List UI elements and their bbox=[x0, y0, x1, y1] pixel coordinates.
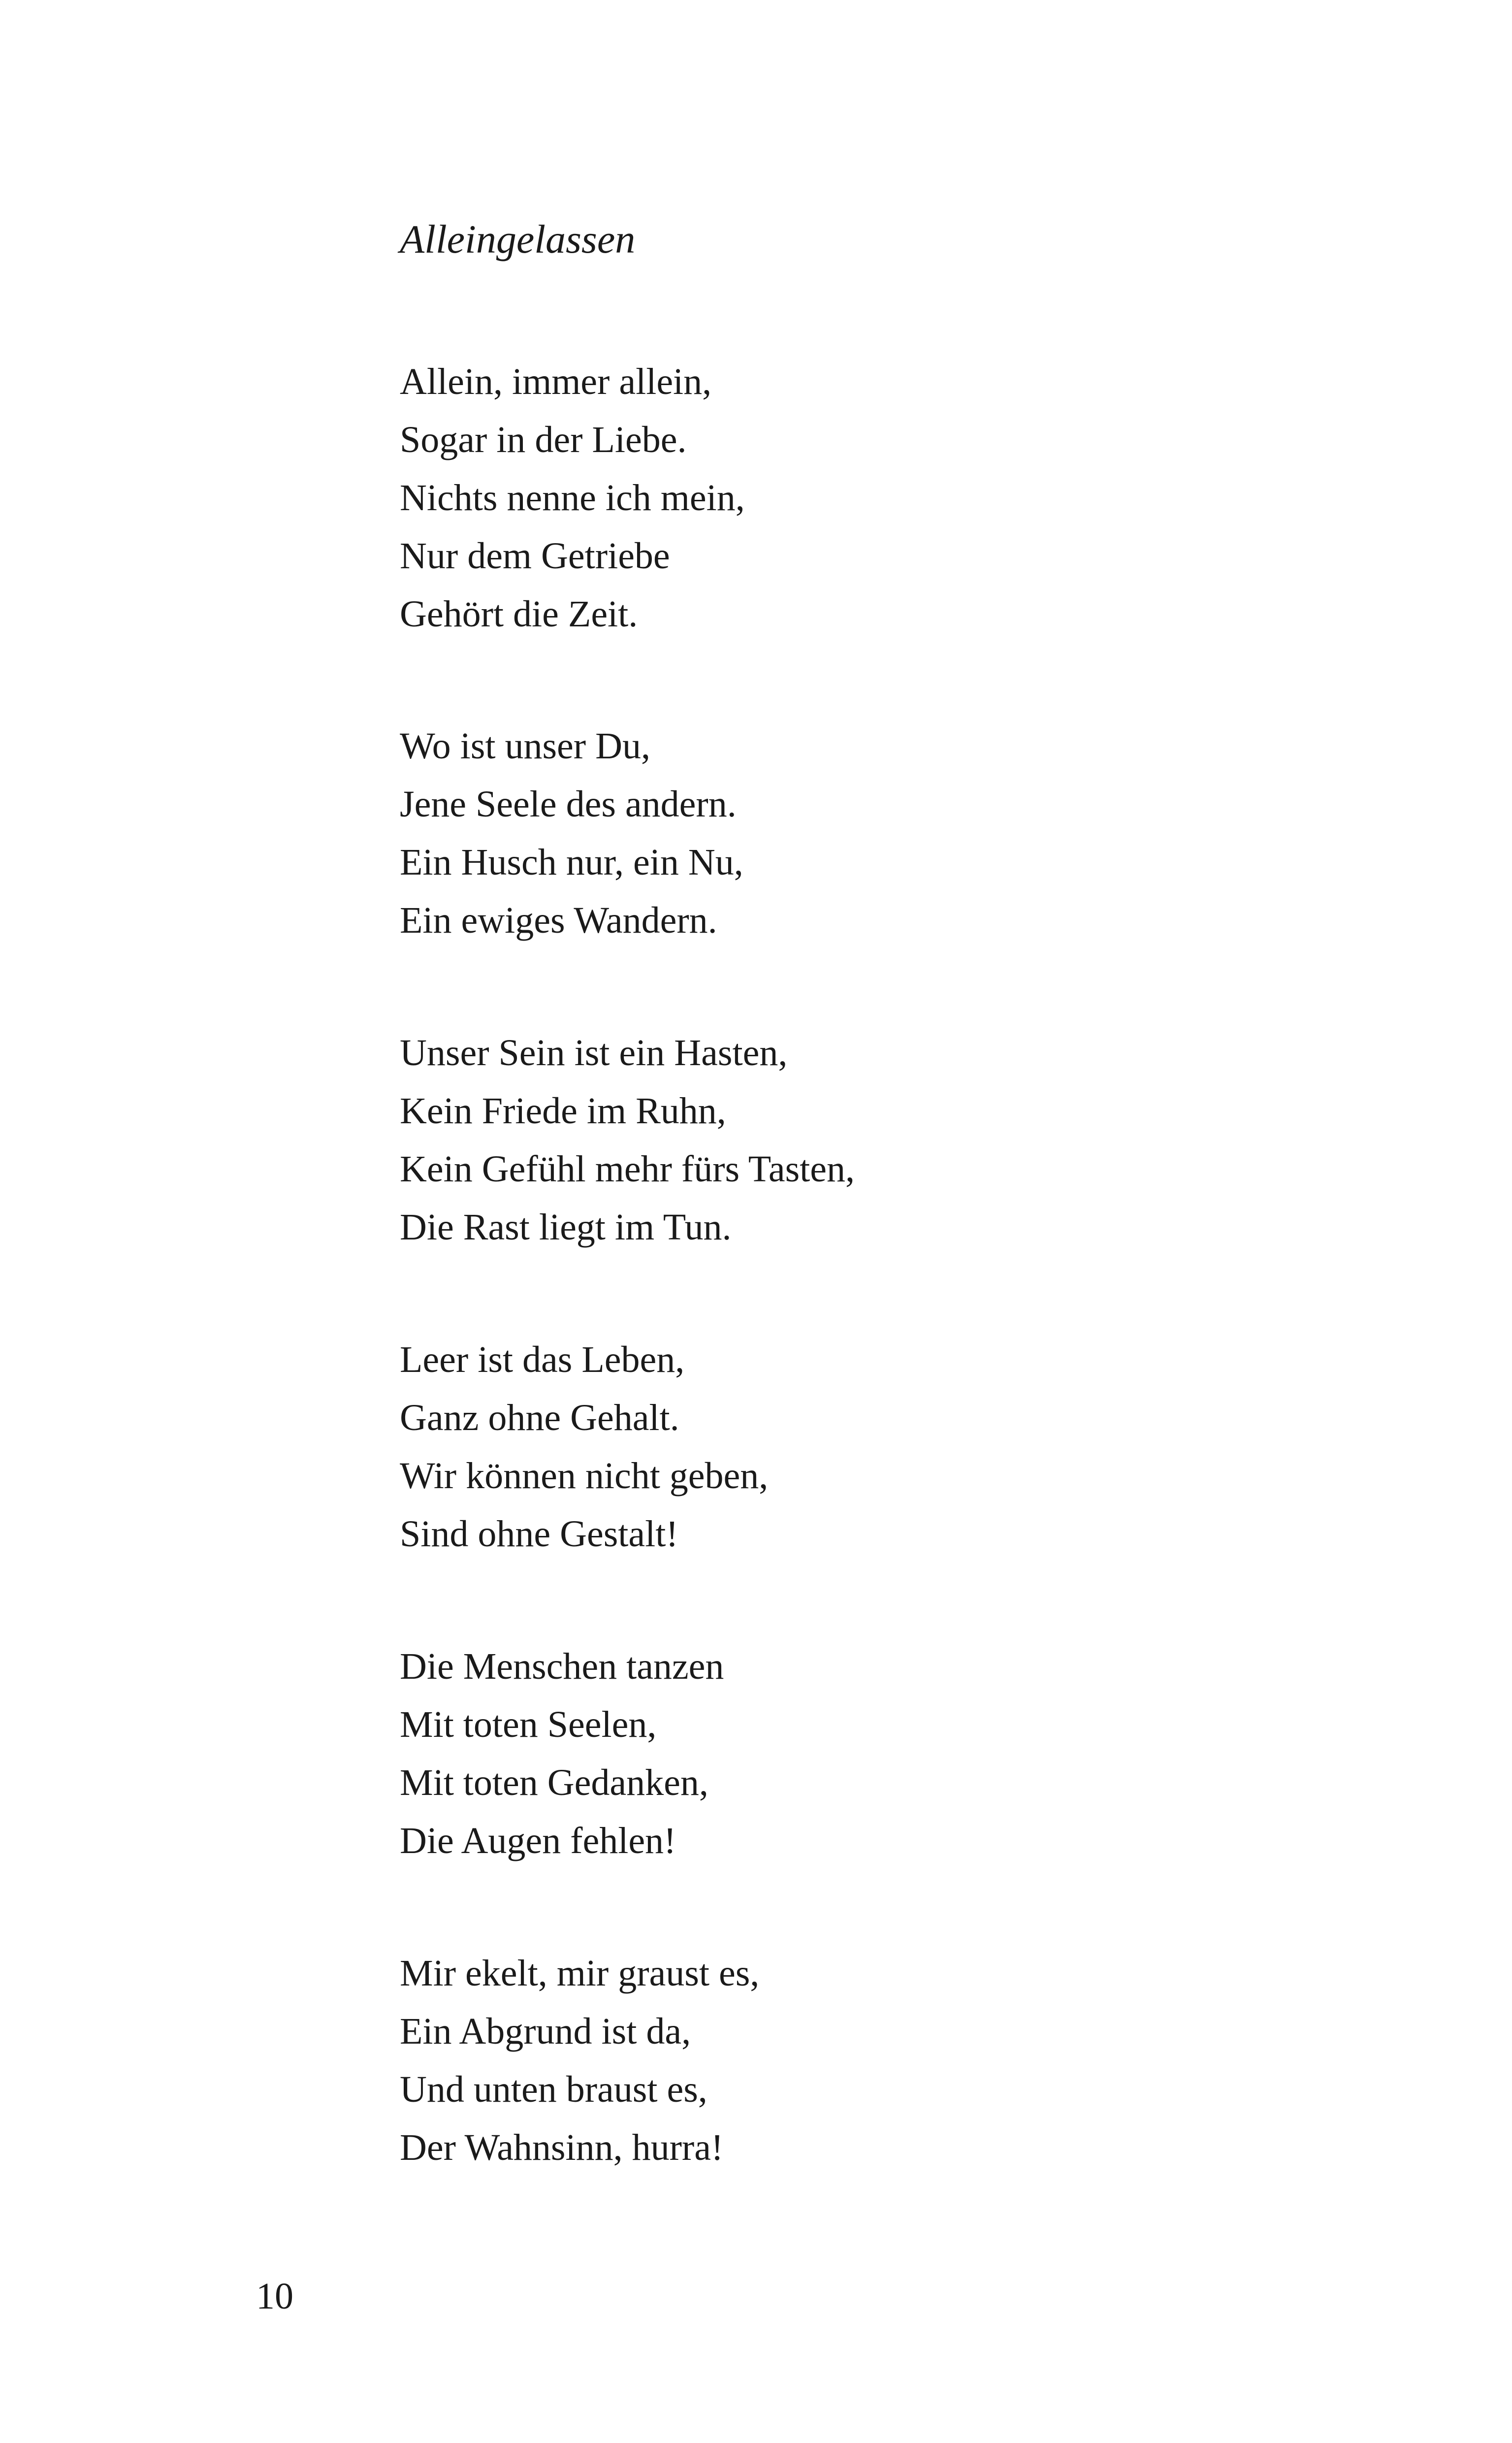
poem-line: Der Wahnsinn, hurra! bbox=[400, 2127, 724, 2168]
poem-line: Wo ist unser Du, bbox=[400, 725, 650, 767]
stanza-6 bbox=[400, 1944, 759, 2177]
poem-line: Mit toten Seelen, bbox=[400, 1704, 657, 1745]
poem-title: Alleingelassen bbox=[400, 217, 636, 261]
stanza-4 bbox=[400, 1331, 768, 1563]
stanza-5 bbox=[400, 1637, 724, 1870]
poem-line: Ein Husch nur, ein Nu, bbox=[400, 842, 743, 883]
poem-line: Jene Seele des andern. bbox=[400, 783, 737, 825]
stanza-3 bbox=[400, 1024, 855, 1256]
poem-line: Ein ewiges Wandern. bbox=[400, 900, 717, 941]
poem-line: Mit toten Gedanken, bbox=[400, 1762, 708, 1803]
stanza-1 bbox=[400, 353, 745, 643]
poem-line: Kein Friede im Ruhn, bbox=[400, 1090, 726, 1132]
poem-line: Kein Gefühl mehr fürs Tasten, bbox=[400, 1148, 855, 1190]
poem-line: Und unten braust es, bbox=[400, 2069, 708, 2110]
poem-line: Nur dem Getriebe bbox=[400, 535, 670, 577]
stanza-2 bbox=[400, 717, 743, 949]
poem-line: Mir ekelt, mir graust es, bbox=[400, 1953, 760, 1994]
poem-line: Gehört die Zeit. bbox=[400, 593, 638, 635]
poem-line: Die Menschen tanzen bbox=[400, 1646, 724, 1687]
poem-line: Die Rast liegt im Tun. bbox=[400, 1206, 732, 1248]
poem-line: Unser Sein ist ein Hasten, bbox=[400, 1032, 788, 1074]
poem-line: Ein Abgrund ist da, bbox=[400, 2011, 691, 2052]
poem-line: Die Augen fehlen! bbox=[400, 1820, 676, 1861]
page-number: 10 bbox=[256, 2276, 293, 2317]
poem-line: Allein, immer allein, bbox=[400, 361, 712, 402]
poem-line: Nichts nenne ich mein, bbox=[400, 477, 745, 519]
poem-line: Wir können nicht geben, bbox=[400, 1455, 769, 1497]
poem-line: Sind ohne Gestalt! bbox=[400, 1513, 678, 1555]
poem-line: Leer ist das Leben, bbox=[400, 1339, 685, 1380]
poem-line: Sogar in der Liebe. bbox=[400, 419, 687, 460]
poem-line: Ganz ohne Gehalt. bbox=[400, 1397, 679, 1438]
